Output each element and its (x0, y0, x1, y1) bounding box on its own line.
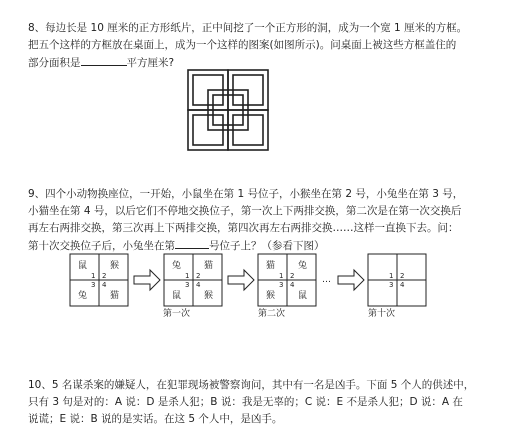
ellipsis-text: … (322, 275, 331, 285)
q8-answer-blank (81, 54, 127, 66)
grid3-n4: 4 (290, 281, 295, 289)
grid-second-swap (258, 254, 316, 306)
caption-tenth-swap: 第十次 (368, 309, 396, 319)
grid1-n2: 2 (102, 272, 107, 280)
grid3-tl: 猫 (266, 261, 276, 271)
q8-line1: 8、每边长是 10 厘米的正方形纸片，正中间挖了一个正方形的洞，成为一个宽 1 厘米的方框。 (28, 22, 468, 34)
q9-line3: 再左右两排交换，第三次再上下两排交换，第四次再左右两排交换……这样一直换下去。问： (28, 222, 459, 234)
q8-square-frames-figure (186, 68, 270, 152)
grid1-bl: 兔 (78, 291, 88, 301)
grid2-n3: 3 (185, 281, 190, 289)
grid2-n4: 4 (196, 281, 201, 289)
grid2-n1: 1 (185, 272, 190, 280)
arrow-3-icon (338, 270, 364, 290)
grid3-n1: 1 (279, 272, 284, 280)
grid3-n3: 3 (279, 281, 284, 289)
grid1-tr: 猴 (110, 261, 120, 271)
grid2-tr: 猫 (204, 261, 214, 271)
grid4-n2: 2 (400, 272, 405, 280)
grid1-br: 猫 (110, 291, 120, 301)
grid2-tl: 兔 (172, 261, 182, 271)
grid1-n1: 1 (91, 272, 96, 280)
grid4-n4: 4 (400, 281, 405, 289)
grid-first-swap (164, 254, 222, 306)
arrow-2-icon (228, 270, 254, 290)
grid3-bl: 猴 (266, 291, 276, 301)
grid1-n4: 4 (102, 281, 107, 289)
grid2-br: 猴 (204, 291, 214, 301)
q10-line1: 10、5 名谋杀案的嫌疑人，在犯罪现场被警察询问，其中有一名是凶手。下面 5 个人的供述中， (28, 379, 475, 391)
grid4-n3: 3 (389, 281, 394, 289)
q9-line2: 小猫坐在第 4 号，以后它们不停地交换位子，第一次上下两排交换，第二次是在第一次交换后 (28, 205, 462, 217)
grid2-n2: 2 (196, 272, 201, 280)
q8-line3-suffix: 平方厘米? (126, 57, 175, 69)
q9-line4-suffix: 号位子上？（参看下图） (209, 240, 325, 252)
grid2-bl: 鼠 (172, 291, 182, 301)
arrow-1-icon (134, 270, 160, 290)
grid1-tl: 鼠 (78, 261, 88, 271)
q9-line1: 9、四个小动物换座位，一开始，小鼠坐在第 1 号位子，小猴坐在第 2 号，小兔坐在第 3 号， (28, 188, 464, 200)
caption-first-swap: 第一次 (163, 309, 191, 319)
q10-line3: 说谎；E 说：B 说的是实话。在这 5 个人中，是凶手。 (28, 413, 283, 425)
grid1-n3: 3 (91, 281, 96, 289)
grid-tenth-swap (368, 254, 426, 306)
caption-second-swap: 第二次 (258, 309, 286, 319)
grid4-n1: 1 (389, 272, 394, 280)
grid3-br: 鼠 (298, 291, 308, 301)
q9-line4-prefix: 第十次交换位子后，小兔坐在第 (28, 240, 175, 252)
grid3-tr: 兔 (298, 261, 308, 271)
q8-line2: 把五个这样的方框放在桌面上，成为一个这样的图案(如图所示)。问桌面上被这些方框盖住的 (28, 39, 457, 51)
q10-line2: 只有 3 句是对的：A 说：D 是杀人犯；B 说：我是无辜的；C 说：E 不是杀人犯；D 说：A 在 (28, 396, 463, 408)
grid-initial (70, 254, 128, 306)
q8-line3-prefix: 部分面积是 (28, 57, 81, 69)
q9-answer-blank (175, 237, 209, 249)
grid3-n2: 2 (290, 272, 295, 280)
